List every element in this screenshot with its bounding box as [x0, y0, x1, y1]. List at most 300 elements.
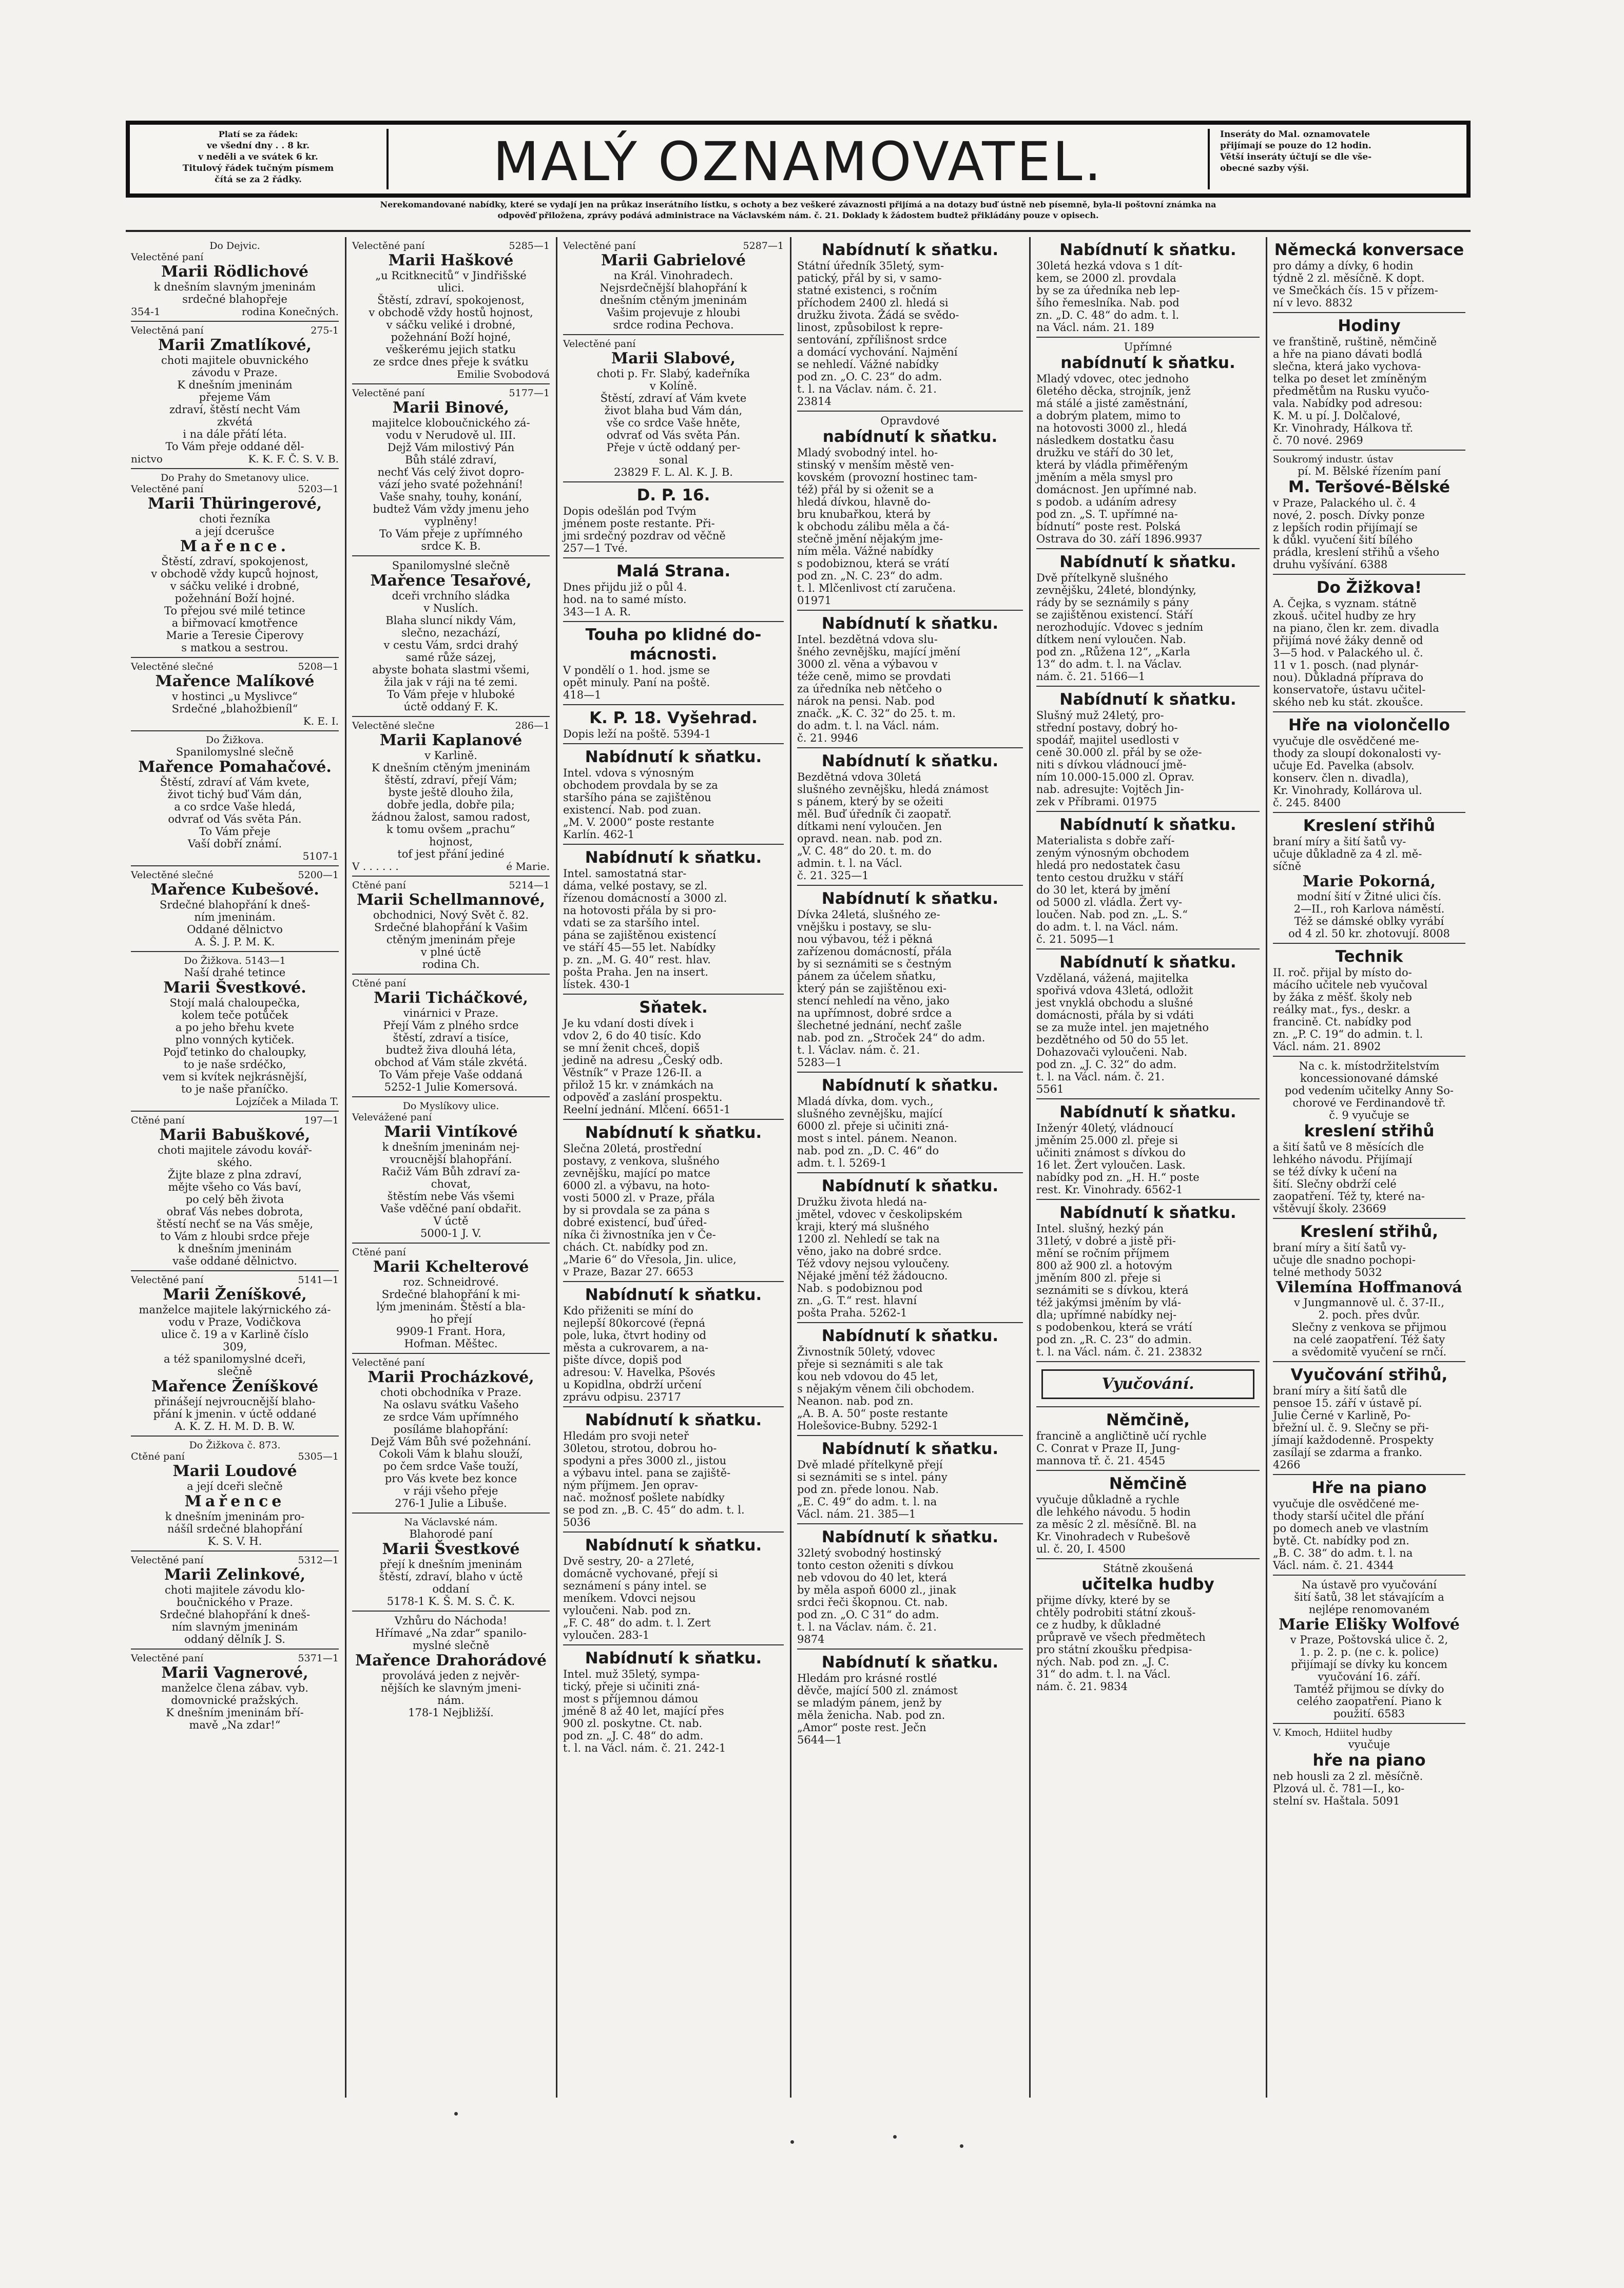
ad-line: budtež živa dlouhá léta,: [385, 1044, 516, 1056]
ad-line: 23814: [797, 395, 832, 408]
ad-line: od 5000 zl. vládla. Žert vy-: [1036, 896, 1183, 908]
ad-line: Na oslavu svátku Vašeho: [383, 1399, 519, 1411]
ad-line: ním jmeninám.: [194, 911, 276, 923]
ad-line: život blaha bud Vám dán,: [604, 404, 743, 417]
ad-salutation: [1273, 1727, 1465, 1738]
salutation-text: Velectěné paní: [352, 387, 425, 399]
ad-line: přijme dívky, které by se: [1036, 1594, 1170, 1606]
ad-line: dobře jedla, dobře pila;: [387, 799, 515, 811]
ad-line: zařízenou domácností, přála: [797, 945, 952, 958]
ad-number: 5312—1: [298, 1555, 339, 1566]
addressee-name: Mařence: [184, 1492, 285, 1510]
ad-heading: Nabídnutí k sňatku.: [585, 1411, 762, 1429]
ad-line: pod zn. „S. T. upřímné na-: [1036, 508, 1178, 520]
ad-line: vdati se za staršího intel.: [563, 917, 700, 929]
ad-line: nechť Vás celý život dopro-: [377, 466, 525, 478]
ad-line: „A. B. A. 50“ poste restante: [797, 1407, 948, 1420]
ad-line: nab. pod zn. „Stroček 24“ do adm.: [797, 1032, 985, 1044]
ad-line: k dnešním slavným jmeninám: [153, 281, 316, 293]
ad-address: Do Žižkova č. 873.: [189, 1440, 281, 1451]
ad-line: niti s dívkou vládnoucí jmě-: [1036, 759, 1187, 771]
addressee-name: Marii Zmatlíkové,: [158, 336, 312, 354]
ad-line: ulice č. 19 a v Karlině číslo: [161, 1328, 308, 1341]
ad-line: pí. M. Bělské řízením paní: [1298, 465, 1441, 477]
ad-line: 30letá hezká vdova s 1 dít-: [1036, 260, 1183, 272]
ad-line: učuje důkladně za 4 zl. mě-: [1273, 848, 1422, 860]
ad-salutation: [131, 1555, 339, 1566]
ad-heading: Nabídnutí k sňatku.: [585, 748, 762, 766]
ad-line: v obchodě vždy hostů hojnost,: [369, 306, 533, 319]
ad-line: 5000-1 J. V.: [420, 1227, 481, 1239]
ad-line: existencí. Nab. pod zuan.: [563, 804, 702, 816]
ad-line: myslné slečně: [412, 1639, 490, 1652]
ad-line: požehnání Boží hojné.: [175, 592, 295, 605]
ad-line: odvrať od Vás světa Pán.: [168, 813, 302, 825]
ad-line: č. 245. 8400: [1273, 797, 1341, 809]
ad-address: Do Žižkova. 5143—1: [184, 955, 286, 966]
ad-line: Vašim projevuje z hloubi: [606, 306, 741, 319]
classified-ad: [563, 1407, 784, 1533]
masthead-divider: [1208, 129, 1210, 189]
ad-line: by se za úředníka neb lep-: [1036, 284, 1180, 297]
ad-line: pod zn. „R. C. 23“ do admin.: [1036, 1333, 1192, 1346]
ad-line: t. l. na Václ. nám. č. 21. 23832: [1036, 1346, 1203, 1358]
ad-line: slečna, která jako vychova-: [1273, 360, 1421, 373]
ad-line: vyučuje dle osvědčené me-: [1273, 1498, 1419, 1510]
ad-line: zek v Příbrami. 01975: [1036, 796, 1157, 808]
ad-signature: [131, 715, 339, 727]
ad-line: neb housli za 2 zl. měsíčně.: [1273, 1770, 1423, 1782]
ad-line: choti majitele závodu klo-: [164, 1584, 305, 1596]
ad-line: v hostinci „u Myslivce“: [172, 690, 298, 703]
ad-heading: Vyučování střihů,: [1290, 1366, 1448, 1384]
ad-line: Oddané dělnictvo: [187, 923, 283, 936]
classified-ad: [563, 744, 784, 845]
ad-line: zn. „G. T.“ rest. hlavní: [797, 1294, 917, 1307]
ad-line: nou výbavou, též i pěkná: [797, 933, 933, 945]
classified-ad: [563, 845, 784, 995]
addressee-name: Marii Zelinkové,: [164, 1566, 306, 1584]
ad-salutation: [352, 880, 550, 891]
ad-line: 5178-1 K. Š. M. S. Č. K.: [386, 1595, 515, 1607]
ad-line: nejlepší 80korcové (řepná: [563, 1317, 705, 1329]
ad-line: a po jeho břehu kvete: [175, 1021, 295, 1034]
ad-line: se mladým pánem, jenž by: [797, 1697, 942, 1709]
ad-line: pro státní zkoušku předpisa-: [1036, 1643, 1192, 1656]
classified-ad: [563, 995, 784, 1120]
ad-line: v Kolíně.: [649, 380, 698, 392]
ad-line: bytě. Ct. nabídky pod zn.: [1273, 1535, 1409, 1547]
column-rule: [345, 237, 346, 2098]
ad-signer: 5107-1: [302, 850, 339, 862]
ad-line: nač. možnosť pošlete nabídky: [563, 1491, 725, 1504]
ad-code: V . . . . . .: [352, 860, 399, 872]
ad-line: to je naše srdéčko,: [183, 1058, 286, 1071]
ad-line: V úctě: [433, 1215, 469, 1227]
ad-line: t. l. na Václ. nám. č. 21. 242-1: [563, 1742, 726, 1754]
ad-signer: Lojzíček a Milada T.: [235, 1095, 339, 1108]
ad-line: Hřímavé „Na zdar“ spanilo-: [375, 1627, 527, 1639]
ad-line: byste ještě dlouho žila,: [388, 786, 514, 799]
ad-line: učuje Ed. Pavelka (absolv.: [1273, 760, 1415, 772]
classified-ad: [797, 237, 1023, 412]
ad-line: t. l. na Václav. nám. č. 21.: [797, 383, 937, 395]
classified-ad: [1273, 575, 1465, 712]
ad-line: též) přál by si oženit se a: [797, 483, 934, 496]
ad-address: Do Myslíkovy ulice.: [402, 1100, 499, 1112]
ad-salutation: [563, 338, 784, 350]
addressee-name: Marii Kchelterové: [373, 1258, 529, 1276]
ad-line: dáma, velké postavy, se zl.: [563, 880, 708, 892]
ad-line: obchod ať Vám stále zkvétá.: [374, 1056, 528, 1069]
ad-line: pod zn. „J. C. 32“ do adm.: [1036, 1058, 1177, 1071]
ad-line: Cokoli Vám k blahu slouží,: [379, 1448, 523, 1460]
ad-line: se zajištěnou existencí. Stáří: [1036, 609, 1193, 621]
ad-line: Spanilomyslné slečně: [392, 559, 510, 572]
ad-line: Dnes přijdu již o půl 4.: [563, 581, 687, 593]
ad-line: domácnost. Jen upřímné nab.: [1036, 483, 1197, 496]
ad-heading: Nabídnutí k sňatku.: [585, 848, 762, 867]
ad-line: děvče, mající 500 zl. známost: [797, 1684, 958, 1697]
ad-line: nám.: [437, 1694, 465, 1707]
ad-line: Vzdělaná, vážená, majitelka: [1036, 972, 1189, 984]
ad-line: Mladý svobodný intel. ho-: [797, 447, 938, 459]
ad-line: Štěstí, zdraví, spokojenost,: [377, 294, 525, 306]
ad-line: kou neb vdovou do 45 let,: [797, 1370, 938, 1383]
ink-spot: [454, 2112, 458, 2116]
salutation-text: Velectěné paní: [563, 338, 636, 350]
ad-line: „u Rcitknecitů“ v Jindřišské: [375, 269, 527, 282]
ad-line: Kdo přiženiti se míní do: [563, 1305, 693, 1317]
ad-line: sonal: [659, 454, 688, 466]
inserts-line: přijímají se pouze do 12 hodin.: [1220, 141, 1371, 151]
classified-ad: [131, 237, 339, 322]
ad-line: přeje si seznámiti s ale tak: [797, 1358, 943, 1370]
ad-line: Václ. nám. č. 21. 4344: [1273, 1559, 1394, 1572]
classified-ad: [131, 1650, 339, 1734]
ad-line: ním měla. Vážné nabídky: [797, 545, 934, 557]
ad-line: telné methody 5032: [1273, 1266, 1382, 1278]
ad-line: do adm. t. l. na Václ. nám.: [1036, 921, 1178, 933]
ad-line: v Praze, Poštovská ulice č. 2,: [1290, 1634, 1448, 1646]
ad-line: 01971: [797, 594, 832, 607]
ad-line: Pojď tetinko do chaloupky,: [163, 1046, 307, 1058]
ad-heading: Nabídnutí k sňatku.: [1059, 1204, 1236, 1222]
ad-line: nějších ke slavným jmeni-: [380, 1682, 521, 1694]
ad-line: spodář, majitel usedlosti v: [1036, 734, 1179, 746]
classified-ad: [352, 1612, 550, 1722]
addressee-name: Marii Rödlichové: [161, 263, 308, 281]
ad-line: Dvě sestry, 20- a 27leté,: [563, 1555, 694, 1567]
classified-ad: [1036, 949, 1260, 1099]
ad-line: Tamtéž přijmou se dívky do: [1294, 1683, 1444, 1695]
ad-line: most s intel. pánem. Neanon.: [797, 1132, 957, 1145]
ad-line: se mní ženit chceš, dopiš: [563, 1042, 700, 1054]
ad-line: Spanilomyslné slečně: [176, 746, 294, 758]
ad-line: 13“ do adm. t. l. na Václav.: [1036, 658, 1182, 670]
ad-heading: Nabídnutí k sňatku.: [1059, 553, 1236, 571]
ad-line: ní v levo. 8832: [1273, 297, 1353, 309]
ad-line: dle lehkého návodu. 5 hodin: [1036, 1506, 1191, 1518]
ad-line: p. zn. „M. G. 40“ rest. hlav.: [563, 954, 711, 966]
ad-number: 5208—1: [298, 661, 339, 672]
ad-line: Kr. Vinohrady, Kollárova ul.: [1273, 784, 1422, 797]
ad-heading: D. P. 16.: [636, 486, 710, 505]
ad-number: 5287—1: [743, 240, 784, 251]
rates-line: ve všední dny . . 8 kr.: [206, 141, 310, 151]
ad-line: Štěstí, zdraví ať Vám kvete: [600, 392, 747, 404]
ad-line: adresou: V. Havelka, Pšovés: [563, 1366, 716, 1379]
ad-heading: M. Teršové-Bělské: [1288, 478, 1451, 496]
ad-line: síčně: [1273, 860, 1302, 872]
ad-heading: Nabídnutí k sňatku.: [1059, 1103, 1236, 1121]
ad-line: ul. č. 20, I. 4500: [1036, 1543, 1126, 1555]
salutation-text: Velectěné paní: [352, 1357, 425, 1368]
ad-line: admin. t. l. na Václ.: [797, 857, 902, 869]
ad-salutation: [131, 483, 339, 495]
ad-column-3: [558, 237, 789, 2098]
ad-line: boučnického v Praze.: [177, 1596, 293, 1608]
ad-line: na piano, člen kr. zem. divadla: [1273, 622, 1439, 634]
classified-ad: [352, 556, 550, 717]
ad-line: 2. poch. přes dvůr.: [1318, 1309, 1420, 1321]
classified-ad: [1036, 1471, 1260, 1559]
ad-salutation: [131, 251, 339, 263]
salutation-text: Velectěné paní: [131, 483, 204, 495]
ad-line: přinášejí nejvroucnější blaho-: [154, 1395, 316, 1408]
classified-ad: [1273, 1475, 1465, 1576]
ad-heading: Nabídnutí k sňatku.: [821, 1440, 999, 1458]
ad-line: oddaný dělník J. S.: [184, 1633, 285, 1645]
addressee-name: Marii Ticháčkové,: [374, 989, 528, 1007]
ad-line: 5036: [563, 1516, 591, 1528]
ad-line: K. S. V. H.: [207, 1535, 262, 1547]
ad-number: 5371—1: [298, 1653, 339, 1664]
ad-line: slečně: [217, 1365, 253, 1378]
ad-line: Nejsrdečnější blahopřání k: [600, 282, 747, 294]
ad-line: Mladý vdovec, otec jednoho: [1036, 373, 1189, 385]
ad-line: Hledám pro krásné rostlé: [797, 1672, 937, 1684]
ad-line: kolem teče potůček: [181, 1009, 288, 1021]
ad-line: Marie a Teresie Čiperovy: [166, 629, 304, 642]
ad-line: domácně vychované, přejí si: [563, 1567, 718, 1580]
ad-line: Intel. muž 35letý, sympa-: [563, 1668, 700, 1680]
ad-line: úctě oddaný F. K.: [403, 701, 498, 713]
ad-line: postavy, z venkova, slušného: [563, 1155, 720, 1167]
ad-line: a dobrým platem, mimo to: [1036, 410, 1181, 422]
ad-line: se pod zn. „B. C. 45“ do adm. t. l.: [563, 1504, 745, 1516]
ad-line: pod zn. „J. C. 48“ do adm.: [563, 1730, 704, 1742]
addressee-name: Mařence Kubešové.: [150, 881, 319, 899]
ad-line: Dopis leží na poště. 5394-1: [563, 728, 711, 740]
ad-heading: Nabídnutí k sňatku.: [585, 1536, 762, 1555]
ad-line: Též se dámské oblky vyrábí: [1294, 915, 1444, 927]
ad-line: majitelce kloboučnického zá-: [372, 417, 530, 429]
ad-signer: K. K. F. Č. S. V. B.: [248, 453, 339, 465]
ad-line: níka či živnostníka jen v Če-: [563, 1229, 716, 1241]
ad-line: „Amor“ poste rest. Ječn: [797, 1721, 926, 1734]
ad-heading: nabídnutí k sňatku.: [1060, 354, 1235, 372]
ad-line: dnešním ctěným jmeninám: [600, 294, 747, 306]
classified-ad: [131, 952, 339, 1112]
ad-heading: Nabídnutí k sňatku.: [821, 241, 999, 259]
classified-ad: [797, 748, 1023, 886]
ad-line: nejlépe renomovaném: [1308, 1603, 1430, 1616]
ad-line: vází jeho svaté požehnání!: [378, 478, 524, 491]
ad-line: Též vdovy nejsou vyloučeny.: [797, 1257, 950, 1270]
notice-line: Nerekomandované nabídky, které se vydají jen na průkaz inserátního lístku, s ochoty a bez veškeré závaznosti přijímá a na dotazy buď ústně neb písemně, byla-li poštovní známka na: [380, 200, 1216, 209]
ad-heading: Německá konversace: [1274, 241, 1464, 259]
ad-line: šití šatů, 38 let stávajícím a: [1294, 1591, 1444, 1603]
ad-line: žila jak v ráji na té zemi.: [384, 676, 518, 688]
classified-ad: [1273, 313, 1465, 451]
ad-line: 276-1 Julie a Libuše.: [395, 1497, 507, 1509]
addressee-name: Marii Gabrielové: [601, 251, 746, 269]
ad-line: vodu v Nerudově ul. III.: [385, 429, 516, 441]
ad-line: Plzová ul. č. 781—I., ko-: [1273, 1782, 1405, 1795]
ink-spot: [960, 2144, 963, 2148]
ad-line: to je naše přaníčko.: [181, 1083, 288, 1095]
ad-line: A. Š. J. P. M. K.: [195, 936, 275, 948]
salutation-text: Ctěné paní: [352, 1247, 406, 1258]
ad-line: chách. Ct. nabídky pod zn.: [563, 1241, 708, 1253]
classified-ad: [131, 866, 339, 952]
ad-line: lým jmeninám. Štěstí a bla-: [376, 1301, 526, 1313]
ad-line: Intel. samostatná star-: [563, 867, 687, 880]
ad-line: i na dále přátí léta.: [183, 428, 287, 440]
classified-ad: [1036, 1559, 1260, 1696]
salutation-text: Ctěné paní: [352, 978, 406, 989]
salutation-text: Velectěné paní: [352, 240, 425, 251]
classified-ad: [352, 1514, 550, 1612]
ad-signature: [131, 453, 339, 465]
ad-line: zn. „P. C. 19“ do admin. t. l.: [1273, 1028, 1423, 1040]
addressee-name: Marii Slabové,: [611, 350, 736, 367]
ad-number: 197—1: [304, 1115, 339, 1126]
ad-line: stelní sv. Haštala. 5091: [1273, 1795, 1400, 1807]
ad-line: požehnání Boží hojné,: [391, 331, 511, 343]
ad-line: srdci řeči škopnou. Ct. nab.: [797, 1596, 948, 1608]
ad-line: vyučuje důkladně a rychle: [1036, 1494, 1180, 1506]
ad-heading: Němčině,: [1106, 1411, 1190, 1429]
classified-ad: [563, 1645, 784, 1757]
ad-line: ulici.: [437, 282, 465, 294]
ad-line: Státní úředník 35letý, sym-: [797, 260, 944, 272]
classified-ad: [1036, 1099, 1260, 1200]
ink-spot: [893, 2135, 897, 2139]
classified-ad: [797, 886, 1023, 1073]
ad-line: jměním 800 zl. přeje si: [1036, 1272, 1161, 1284]
ad-line: by žáka z měšť. školy neb: [1273, 991, 1412, 1003]
ad-line: 900 zl. poskytne. Ct. nab.: [563, 1717, 703, 1730]
ad-line: Intel. vdova s výnosným: [563, 767, 694, 779]
classified-ad: [563, 1120, 784, 1282]
ad-line: manželce člena zábav. vyb.: [161, 1682, 308, 1694]
ad-line: veškerému jejich statku: [385, 343, 516, 356]
ad-line: 1. p. 2. p. (ne c. k. police): [1300, 1646, 1439, 1658]
classified-ad: [352, 975, 550, 1097]
ad-line: Štěstí, zdraví, spokojenost,: [161, 555, 308, 568]
ad-line: telka po deset let zmíněným: [1273, 373, 1427, 385]
ad-line: následkem dostatku času: [1036, 434, 1174, 447]
ad-heading: Nabídnutí k sňatku.: [585, 1649, 762, 1667]
ad-line: Holešovice-Bubny. 5292-1: [797, 1420, 939, 1432]
ad-line: koncessionované dámské: [1300, 1072, 1438, 1084]
ad-line: slušného zevnějšku, mající: [797, 1108, 942, 1120]
ad-line: vnějšku i postavy, se slu-: [797, 921, 932, 933]
ad-line: příchodem 2400 zl. hledá si: [797, 297, 949, 309]
ad-line: slečno, nezachází,: [401, 627, 500, 639]
ad-line: Žijte blaze z plna zdraví,: [167, 1169, 302, 1181]
ad-line: „F. C. 48“ do adm. t. l. Zert: [563, 1617, 711, 1629]
classified-ad: [352, 1244, 550, 1354]
ad-line: t. l. Mlčenlivost ctí zaručena.: [797, 582, 956, 594]
ad-line: Dvě mladé přítelkyně přejí: [797, 1459, 943, 1471]
classified-ad: [563, 237, 784, 335]
ad-line: roz. Schneidrové.: [403, 1276, 499, 1288]
ad-line: srdečné blahopřeje: [182, 293, 287, 305]
ad-column-6: [1268, 237, 1471, 2098]
ad-heading: Nabídnutí k sňatku.: [821, 1653, 999, 1672]
ad-line: u Kopidlna, obdrží určení: [563, 1379, 702, 1391]
ad-heading: Hodiny: [1338, 317, 1401, 335]
ad-line: učuje dle snadno pochopi-: [1273, 1254, 1416, 1266]
classified-ad: [1273, 813, 1465, 944]
ad-line: břežní ul. č. 9. Slečny se při-: [1273, 1422, 1429, 1434]
ad-line: Reelní jednání. Mlčení. 6651-1: [563, 1103, 731, 1116]
ad-line: Václ. nám. 21. 8902: [1273, 1040, 1381, 1053]
ad-line: ského neb ku stát. zkoušce.: [1273, 696, 1423, 708]
ad-line: Stojí malá chaloupečka,: [169, 997, 300, 1009]
notice-text: [126, 199, 1471, 232]
ad-line: a domácí vychování. Najmění: [797, 346, 958, 358]
ad-line: Materialista s dobře zaří-: [1036, 835, 1175, 847]
ad-line: statné existenci, s ročním: [797, 284, 937, 297]
ad-heading: Malá Strana.: [616, 562, 731, 580]
ad-line: vem si kvítek nejkrásnější,: [162, 1071, 307, 1083]
ad-line: 11 v 1. posch. (nad plynár-: [1273, 659, 1419, 671]
classified-ad: [352, 384, 550, 556]
ad-line: adm. t. l. 5269-1: [797, 1157, 887, 1169]
ad-line: nášíl srdečné blahopřání: [167, 1523, 303, 1535]
ad-line: 4266: [1273, 1459, 1301, 1471]
ad-address: Do Prahy do Smetanovy ulice.: [160, 472, 310, 483]
addressee-name: Mařence Pomahačové.: [138, 758, 332, 776]
ad-line: a její dceři slečně: [187, 1480, 283, 1492]
ad-line: oddaní: [432, 1583, 470, 1595]
classified-ad: [131, 322, 339, 469]
ad-address: Do Dejvic.: [209, 240, 260, 251]
ad-line: v Jungmannově ul. č. 37-II.,: [1293, 1296, 1444, 1309]
ad-line: sentování, zpřílišnost srdce: [797, 334, 947, 346]
ad-line: za úředníka neb nětčeho o: [797, 683, 942, 695]
classified-ad: [1036, 1362, 1260, 1407]
ad-line: K dnešním ctěným jmeninám: [371, 762, 531, 774]
ad-line: 5283—1: [797, 1056, 842, 1069]
column-rule: [556, 237, 557, 2098]
salutation-text: Ctěné paní: [131, 1451, 185, 1462]
classified-ad: [797, 1323, 1023, 1436]
ad-line: ve Smečkách čís. 15 v přízem-: [1273, 284, 1438, 297]
ad-heading: Hře na piano: [1311, 1479, 1427, 1497]
ad-line: pod zn. přede lonou. Nab.: [797, 1483, 939, 1496]
ad-line: Státně zkoušená: [1103, 1562, 1193, 1575]
ad-line: vaše oddané dělnictvo.: [172, 1255, 297, 1267]
ad-signature: [131, 850, 339, 862]
ad-line: s podob. a udáním adresy: [1036, 496, 1176, 508]
ad-line: Dohazovači vyloučeni. Nab.: [1036, 1046, 1188, 1058]
ad-heading: Kreslení střihů,: [1300, 1223, 1439, 1241]
